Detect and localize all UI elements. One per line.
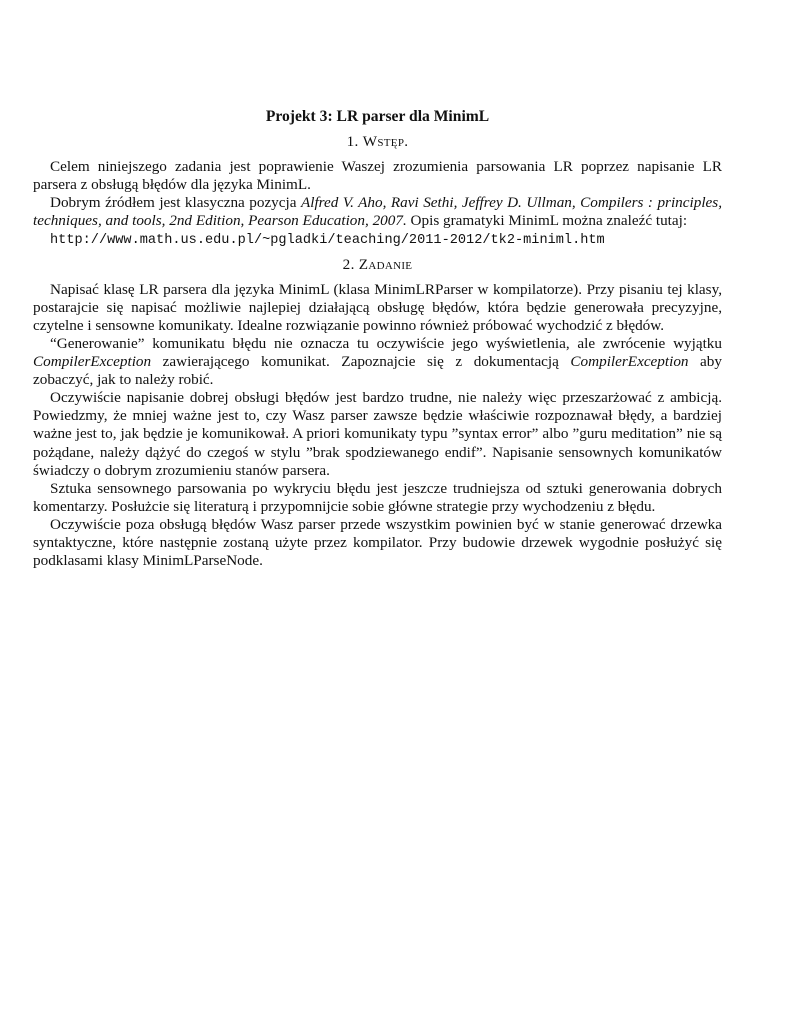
document-page (33, 108, 722, 570)
section-number: 1. (346, 133, 359, 151)
paragraph-exception (33, 335, 722, 389)
section-period: . (404, 133, 409, 151)
text-span: Dobrym źródłem jest klasyczna pozycja (50, 194, 301, 212)
text-span: zawierającego komunikat. Zapoznajcie się z dokumentacją (151, 353, 571, 371)
section-title: Zadanie (358, 255, 413, 273)
paragraph: Oczywiście poza obsługą błędów Wasz parser przede wszystkim powinien być w stanie generować drzewka syntaktyczne, które następnie zostaną użyte przez kompilator. Przy budowie drzewek wygodnie posłużyć się podklasami klasy MinimLParseNode. (33, 515, 722, 570)
class-name: CompilerException (570, 353, 689, 371)
paragraph-reference (33, 194, 722, 230)
text-span: aby zobaczyć, jak to należy robić. (33, 353, 722, 389)
paragraph: Sztuka sensownego parsowania po wykryciu błędu jest jeszcze trudniejsza od sztuki generowania dobrych komentarzy. Posłużcie się literaturą i przypomnijcie sobie główne strategie przy wychodzeniu z błędu. (33, 479, 722, 515)
paragraph: Napisać klasę LR parsera dla języka MinimL (klasa MinimLRParser w kompilatorze). Przy pisaniu tej klasy, postarajcie się napisać możliwie najlepiej działającą obsługę błędów, która będzie generowała precyzyjne, czytelne i sensowne komunikaty. Idealne rozwiązanie powinno również próbować wychodzić z błędów. (33, 280, 722, 334)
text-span: “Generowanie” komunikatu błędu nie oznacza tu oczywiście jego wyświetlenia, ale zwrócenie wyjątku (50, 334, 722, 352)
grammar-url: http://www.math.us.edu.pl/~pgladki/teaching/2011-2012/tk2-miniml.htm (50, 232, 605, 248)
paragraph: Oczywiście napisanie dobrej obsługi błędów jest bardzo trudne, nie należy więc przeszarżować z ambicją. Powiedzmy, że mniej ważne jest to, czy Wasz parser zawsze będzie właściwie rozpoznawał błędy, a bardziej ważne jest to, jak będzie je komunikował. A priori komunikaty typu ”syntax error” albo ”guru meditation” nie są pożądane, należy dążyć do czegoś w stylu ”brak spodziewanego endif”. Napisanie sensownych komunikatów świadczy o dobrym zrozumieniu stanów parsera. (33, 389, 722, 479)
paragraph: Celem niniejszego zadania jest poprawienie Waszej zrozumienia parsowania LR poprzez napisanie LR parsera z obsługą błędów dla języka MinimL. (33, 158, 722, 194)
class-name: CompilerException (33, 353, 152, 371)
document-title: Projekt 3: LR parser dla MinimL (265, 108, 490, 125)
section-heading-task (33, 256, 722, 274)
section-heading-intro (33, 133, 722, 151)
section-title: Wstęp (362, 133, 405, 151)
book-citation: Alfred V. Aho, Ravi Sethi, Jeffrey D. Ullman, Compilers : principles, techniques, and tools, 2nd Edition, Pearson Education, 2007. (33, 194, 722, 230)
section-number: 2. (342, 255, 355, 273)
text-span: Opis gramatyki MinimL można znaleźć tutaj: (406, 212, 688, 230)
